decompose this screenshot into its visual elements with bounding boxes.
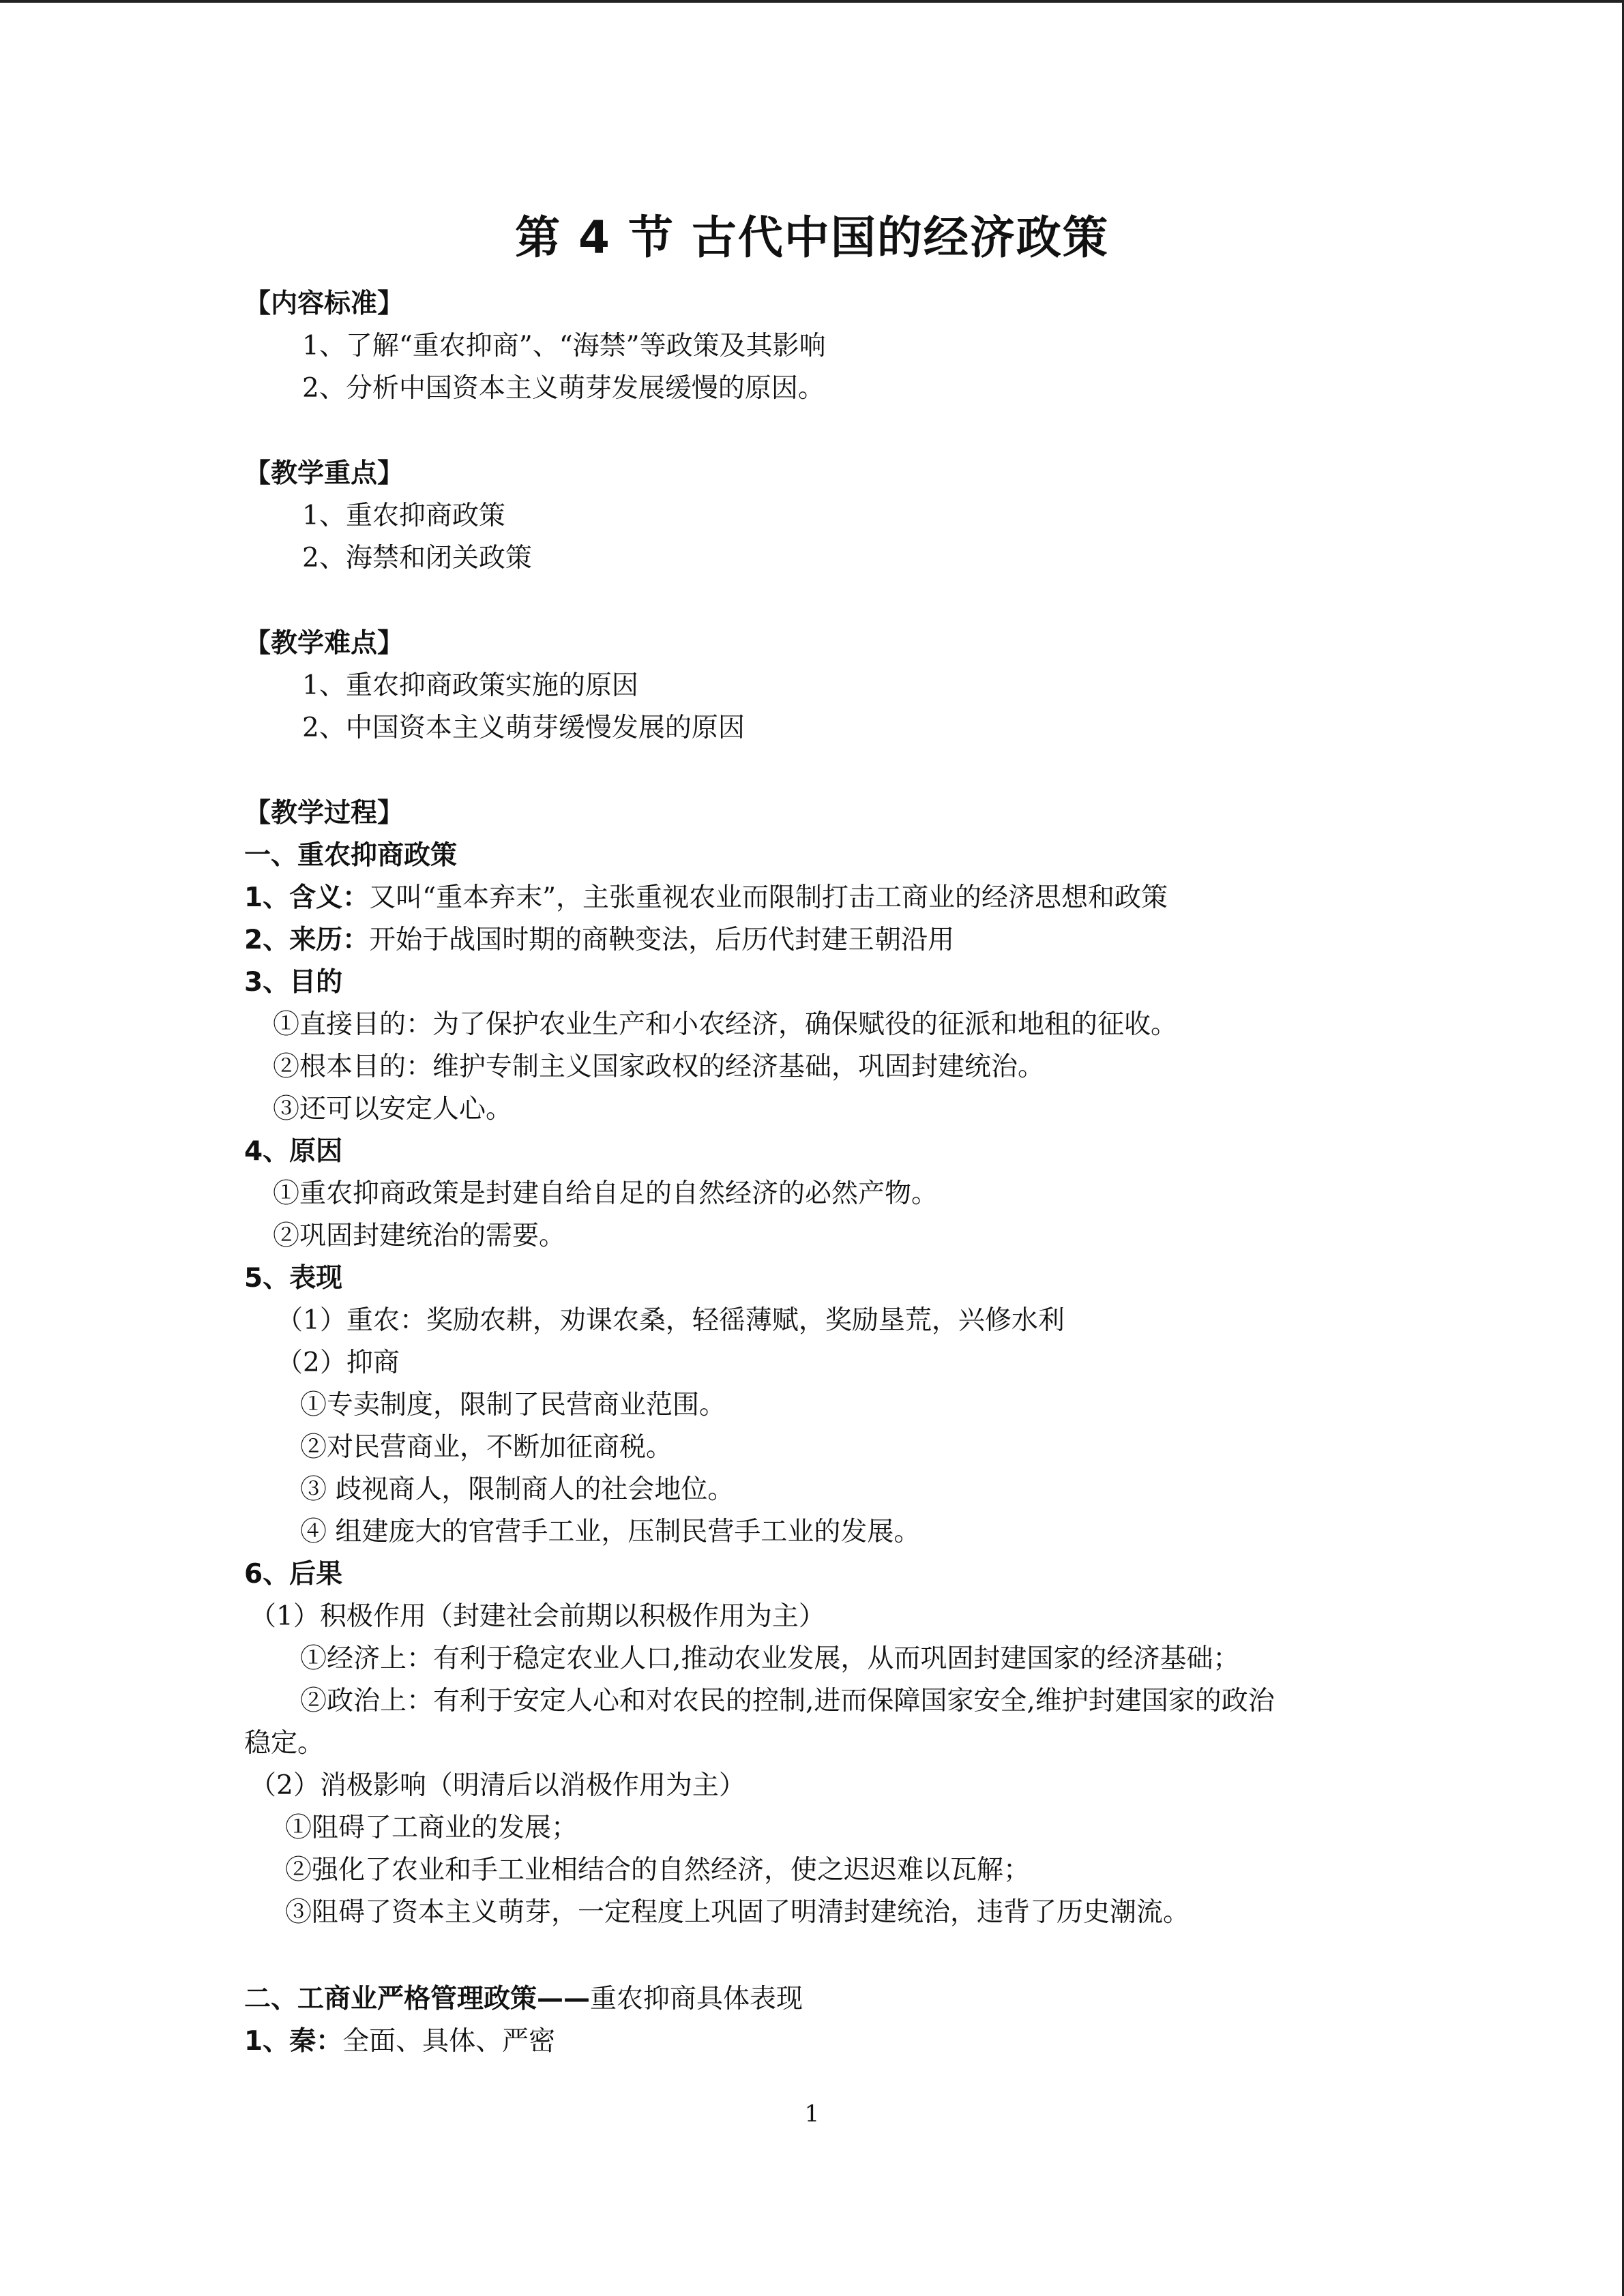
focus-item: 1、重农抑商政策: [302, 501, 505, 531]
section1-title: 一、重农抑商政策: [244, 840, 458, 871]
qin-label: 1、秦：: [244, 2026, 343, 2057]
standards-heading: 【内容标准】: [244, 288, 404, 319]
standards-item: 1、了解“重农抑商”、“海禁”等政策及其影响: [302, 331, 826, 361]
positive-pol: ②政治上：有利于安定人心和对农民的控制,进而保障国家安全,维护封建国家的政治: [300, 1686, 1275, 1716]
purpose-label: 3、目的: [244, 967, 343, 998]
manifest-comm: （2）抑商: [276, 1347, 400, 1378]
standards-item: 2、分析中国资本主义萌芽发展缓慢的原因。: [302, 373, 825, 404]
meaning-text: 又叫“重本弃末”，主张重视农业而限制打击工商业的经济思想和政策: [369, 882, 1168, 913]
document-title: 第 4 节 古代中国的经济政策: [515, 211, 1109, 264]
manifest-agri: （1）重农：奖励农耕，劝课农桑，轻徭薄赋，奖励垦荒，兴修水利: [276, 1305, 1065, 1336]
positive-econ: ①经济上：有利于稳定农业人口,推动农业发展，从而巩固封建国家的经济基础；: [300, 1643, 1240, 1674]
reason-item: ②巩固封建统治的需要。: [273, 1221, 566, 1251]
manifest-comm-item: ③ 歧视商人，限制商人的社会地位。: [300, 1474, 735, 1505]
section2-title: [244, 1980, 803, 2018]
section2-title-bold: 二、工商业严格管理政策——: [244, 1984, 591, 2014]
qin-line: [244, 2023, 555, 2061]
qin-text: 全面、具体、严密: [342, 2026, 556, 2057]
process-heading: 【教学过程】: [244, 798, 404, 829]
manifest-label: 5、表现: [244, 1263, 343, 1294]
reason-item: ①重农抑商政策是封建自给自足的自然经济的必然产物。: [273, 1178, 939, 1209]
origin-text: 开始于战国时期的商鞅变法，后历代封建王朝沿用: [369, 925, 955, 955]
focus-item: 2、海禁和闭关政策: [302, 543, 532, 573]
difficulty-item: 1、重农抑商政策实施的原因: [302, 670, 638, 701]
difficulty-item: 2、中国资本主义萌芽缓慢发展的原因: [302, 713, 745, 743]
origin-line: [244, 921, 954, 959]
positive-title: （1）积极作用（封建社会前期以积极作用为主）: [250, 1601, 825, 1632]
positive-pol-cont: 稳定。: [244, 1728, 325, 1759]
purpose-item: ③还可以安定人心。: [273, 1094, 513, 1124]
purpose-item: ②根本目的：维护专制主义国家政权的经济基础，巩固封建统治。: [273, 1052, 1045, 1082]
difficulty-heading: 【教学难点】: [244, 628, 404, 659]
focus-heading: 【教学重点】: [244, 458, 404, 489]
meaning-line: [244, 879, 1168, 917]
page-number: 1: [804, 2100, 820, 2128]
meaning-label: 1、含义：: [244, 882, 370, 913]
manifest-comm-item: ④ 组建庞大的官营手工业，压制民营手工业的发展。: [300, 1517, 921, 1547]
effect-label: 6、后果: [244, 1559, 343, 1590]
section2-title-rest: 重农抑商具体表现: [590, 1984, 803, 2014]
negative-item: ②强化了农业和手工业相结合的自然经济，使之迟迟难以瓦解；: [285, 1855, 1031, 1885]
page-top-border: [0, 0, 1624, 3]
purpose-item: ①直接目的：为了保护农业生产和小农经济，确保赋役的征派和地租的征收。: [273, 1009, 1178, 1040]
manifest-comm-item: ①专卖制度，限制了民营商业范围。: [300, 1390, 726, 1420]
origin-label: 2、来历：: [244, 925, 370, 955]
negative-item: ③阻碍了资本主义萌芽，一定程度上巩固了明清封建统治，违背了历史潮流。: [285, 1897, 1190, 1928]
negative-item: ①阻碍了工商业的发展；: [285, 1813, 578, 1843]
manifest-comm-item: ②对民营商业，不断加征商税。: [300, 1432, 673, 1463]
reason-label: 4、原因: [244, 1136, 343, 1167]
negative-title: （2）消极影响（明清后以消极作用为主）: [250, 1770, 745, 1801]
